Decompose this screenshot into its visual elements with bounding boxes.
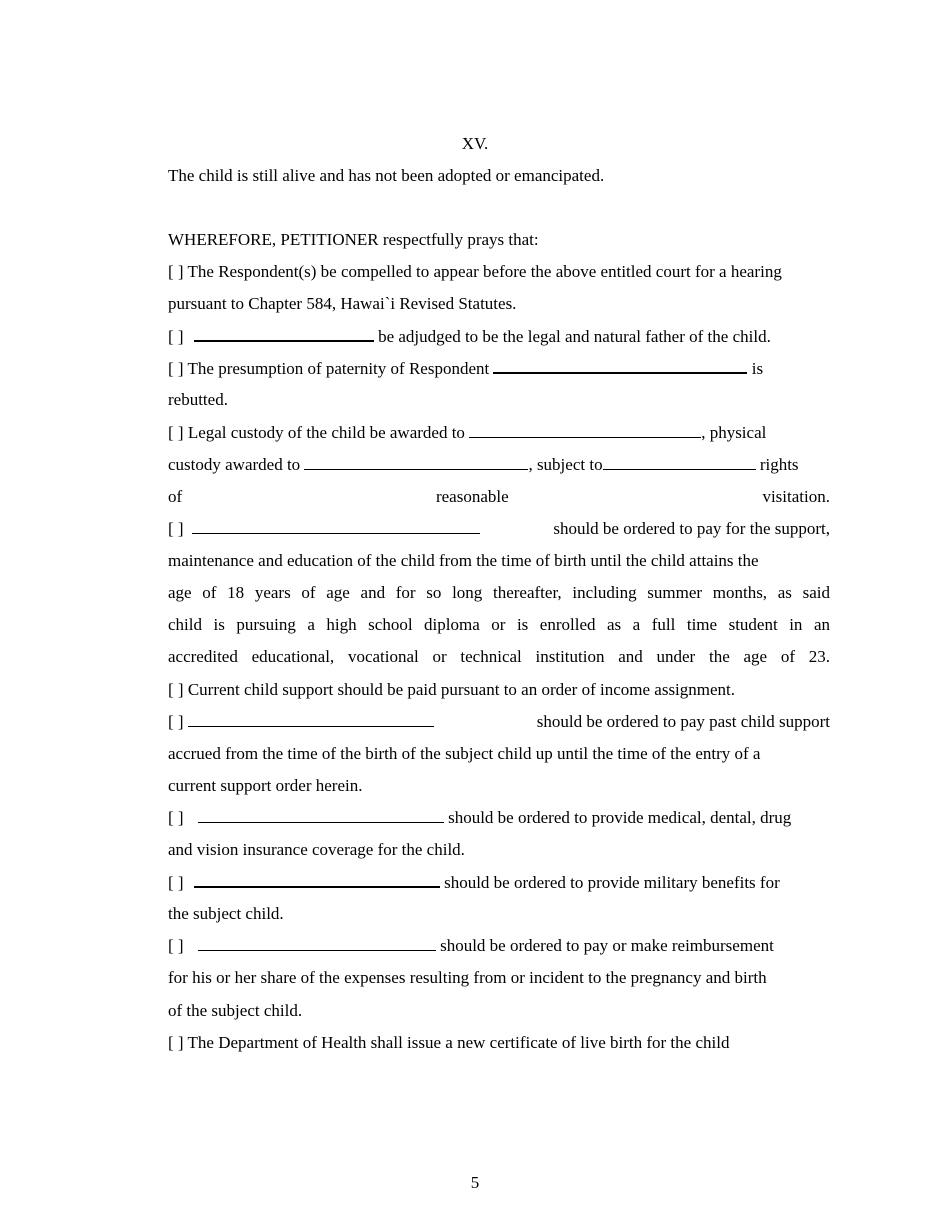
alive-statement: The child is still alive and has not been adopted or emancipated. xyxy=(168,166,605,185)
blank-line-reimbursement-payer[interactable] xyxy=(198,936,436,951)
checkbox[interactable]: [ ] xyxy=(168,327,184,346)
prayer-text: should be ordered to pay for the support, xyxy=(553,519,830,538)
checkbox[interactable]: [ ] xyxy=(168,519,184,538)
prayer-text-continued: age of 18 years of age and for so long thereafter, including summer months, as said xyxy=(168,583,830,602)
prayer-item-adjudged-father xyxy=(168,326,771,347)
checkbox[interactable]: [ ] xyxy=(168,680,184,699)
checkbox[interactable]: [ ] xyxy=(168,873,184,892)
checkbox[interactable]: [ ] xyxy=(168,712,184,731)
prayer-text: The Respondent(s) be compelled to appear before the above entitled court for a hearing xyxy=(187,262,782,281)
prayer-text: , subject to xyxy=(528,455,603,474)
word: visitation. xyxy=(762,487,830,506)
prayer-text-continued: of the subject child. xyxy=(168,1001,303,1020)
blank-line-military-provider[interactable] xyxy=(194,872,440,888)
prayer-text-continued: maintenance and education of the child from the time of birth until the child attains the xyxy=(168,551,759,570)
prayer-text-continued: accrued from the time of the birth of the subject child up until the time of the entry of a xyxy=(168,744,761,763)
prayer-text: The presumption of paternity of Respondent xyxy=(187,359,490,378)
word: of xyxy=(168,487,183,506)
prayer-item-insurance xyxy=(168,808,791,828)
prayer-text-continued: and vision insurance coverage for the child. xyxy=(168,840,465,859)
checkbox[interactable]: [ ] xyxy=(168,262,184,281)
page-number: 5 xyxy=(470,1173,480,1192)
blank-line-legal-custody[interactable] xyxy=(469,423,701,438)
prayer-text: The Department of Health shall issue a new certificate of live birth for the child xyxy=(187,1033,730,1052)
prayer-text-continued: for his or her share of the expenses resulting from or incident to the pregnancy and birth xyxy=(168,968,767,987)
prayer-text: custody awarded to xyxy=(168,455,301,474)
prayer-item-appear xyxy=(168,262,782,282)
blank-line-past-support-payer[interactable] xyxy=(188,712,434,727)
prayer-text-justified xyxy=(168,487,830,507)
prayer-text-continued: current support order herein. xyxy=(168,776,363,795)
blank-line-respondent-name[interactable] xyxy=(493,358,747,374)
blank-line-support-payer[interactable] xyxy=(192,519,480,534)
prayer-text: rights xyxy=(759,455,799,474)
prayer-item-reimbursement xyxy=(168,936,774,956)
section-heading: XV. xyxy=(461,134,489,153)
blank-line-physical-custody[interactable] xyxy=(304,455,528,470)
prayer-text: should be ordered to pay or make reimbursement xyxy=(440,936,774,955)
prayer-text: should be ordered to provide military benefits for xyxy=(444,873,780,892)
prayer-item-past-support xyxy=(168,712,830,732)
blank-line-father-name[interactable] xyxy=(194,326,374,342)
blank-line-subject-to[interactable] xyxy=(603,455,756,470)
prayer-text-after: is xyxy=(751,359,764,378)
wherefore-clause: WHEREFORE, PETITIONER respectfully prays that: xyxy=(168,230,539,249)
prayer-text-continued: accredited educational, vocational or technical institution and under the age of 23. xyxy=(168,647,830,666)
prayer-text-continued xyxy=(168,455,799,475)
prayer-item-income-assignment xyxy=(168,680,735,700)
blank-line-insurance-provider[interactable] xyxy=(198,808,444,823)
prayer-text: Legal custody of the child be awarded to xyxy=(187,423,465,442)
checkbox[interactable]: [ ] xyxy=(168,423,184,442)
prayer-text-continued: child is pursuing a high school diploma or is enrolled as a full time student in an xyxy=(168,615,830,634)
prayer-item-custody xyxy=(168,423,766,443)
prayer-text: should be ordered to pay past child support xyxy=(536,712,830,731)
prayer-text: , physical xyxy=(701,423,767,442)
prayer-text-continued: pursuant to Chapter 584, Hawai`i Revised Statutes. xyxy=(168,294,517,313)
prayer-item-support xyxy=(168,519,830,539)
prayer-text-continued: rebutted. xyxy=(168,390,228,409)
checkbox[interactable]: [ ] xyxy=(168,359,184,378)
prayer-text: Current child support should be paid pursuant to an order of income assignment. xyxy=(187,680,736,699)
prayer-text: be adjudged to be the legal and natural father of the child. xyxy=(378,327,771,346)
checkbox[interactable]: [ ] xyxy=(168,808,184,827)
prayer-item-military-benefits xyxy=(168,872,780,893)
prayer-item-presumption xyxy=(168,358,763,379)
prayer-item-birth-certificate xyxy=(168,1033,729,1053)
word: reasonable xyxy=(435,487,509,506)
prayer-text-continued: the subject child. xyxy=(168,904,284,923)
prayer-text: should be ordered to provide medical, dental, drug xyxy=(448,808,792,827)
checkbox[interactable]: [ ] xyxy=(168,936,184,955)
checkbox[interactable]: [ ] xyxy=(168,1033,184,1052)
